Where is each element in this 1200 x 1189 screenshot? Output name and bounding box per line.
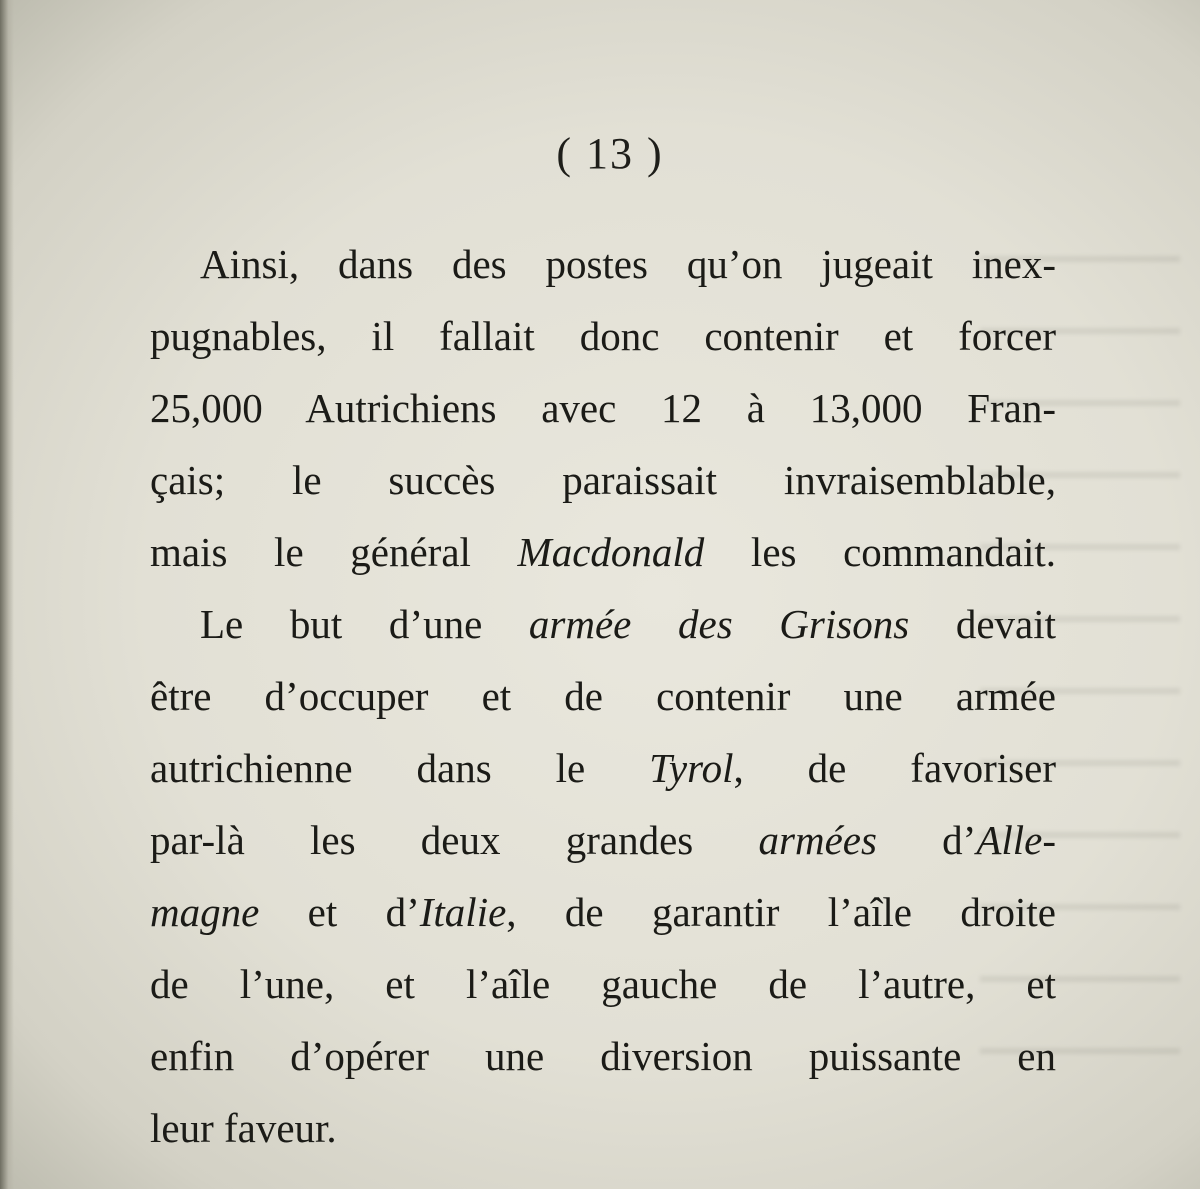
text-run: Le but d’une [200,601,483,647]
text-run: par-là les deux grandes [150,817,694,863]
p2-line-5 [150,876,1056,948]
p2-line-1 [150,588,1056,660]
p2-line-7: enfin d’opérer une diversion puissante en [150,1033,1056,1079]
italic-armee-des-grisons: armée des Grisons [528,601,910,647]
p2-line-2: être d’occuper et de contenir une armée [150,673,1056,719]
text-run: , de favoriser [733,745,1056,791]
p2-line-8: leur faveur. [150,1105,337,1151]
p2-line-6: de l’une, et l’aîle gauche de l’autre, et [150,961,1056,1007]
italic-magne: magne [150,889,260,935]
p1-line-5 [150,516,1056,588]
p1-line-1: Ainsi, dans des postes qu’on jugeait inex- [200,241,1056,287]
p2-line-4 [150,804,1056,876]
body-text [150,228,1056,1164]
text-run: autrichienne dans le [150,745,586,791]
italic-name-macdonald: Macdonald [517,529,705,575]
text-run: les commandait. [750,529,1056,575]
text-run: d’ [942,817,977,863]
text-run: mais le général [150,529,471,575]
p1-line-3: 25,000 Autrichiens avec 12 à 13,000 Fran- [150,385,1056,431]
p2-line-3 [150,732,1056,804]
text-run: devait [955,601,1056,647]
italic-italie: Italie [419,889,507,935]
italic-alle: Alle- [976,817,1056,863]
p1-line-2: pugnables, il fallait donc contenir et forcer [150,313,1056,359]
italic-armees: armées [758,817,877,863]
page-number: ( 13 ) [556,129,664,178]
p1-line-4: çais; le succès paraissait invraisemblable, [150,457,1056,503]
text-run: , de garantir l’aîle droite [506,889,1056,935]
text-run: et d’ [307,889,420,935]
italic-tyrol: Tyrol [649,745,734,791]
